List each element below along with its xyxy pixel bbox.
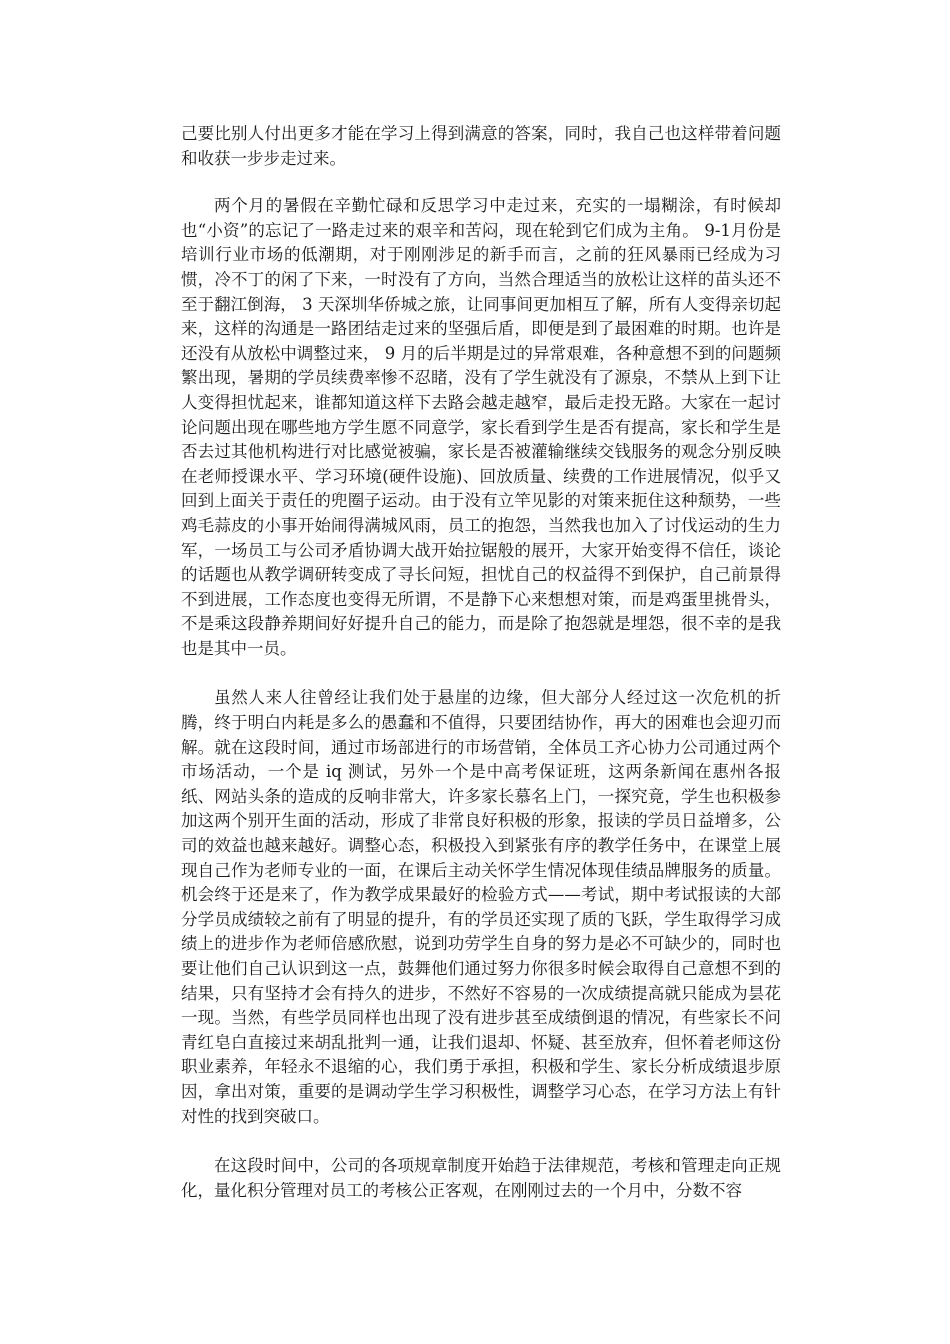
paragraph-summer-review: 两个月的暑假在辛勤忙碌和反思学习中走过来，充实的一塌糊涂，有时候却也“小资”的忘记了一路走过来的艰辛和苦闷，现在轮到它们成为主角。 9-1月份是培训行业市场的低潮期，对于刚刚涉足的新手而言，之前的狂风暴雨已经成为习惯，冷不丁的闲了下来，一时没有了方向，当然合理适当的放松让这样的苗头还不至于翻江倒海， 3 天深圳华侨城之旅，让同事间更加相互了解，所有人变得亲切起来，这样的沟通是一路团结走过来的坚强后盾，即便是到了最困难的时期。也许是还没有从放松中调整过来， 9 月的后半期是过的异常艰难，各种意想不到的问题频繁出现，暑期的学员续费率惨不忍睹，没有了学生就没有了源泉，不禁从上到下让人变得担忧起来，谁都知道这样下去路会越走越窄，最后走投无路。大家在一起讨论问题出现在哪些地方学生愿不同意学，家长看到学生是否有提高，家长和学生是否去过其他机构进行对比感觉被骗，家长是否被灌输继续交钱服务的观念分别反映在老师授课水平、学习环境(硬件设施)、回放质量、续费的工作进展情况，似乎又回到上面关于责任的兜圈子运动。由于没有立竿见影的对策来扼住这种颓势，一些鸡毛蒜皮的小事开始闹得满城风雨，员工的抱怨，当然我也加入了讨伐运动的生力军，一场员工与公司矛盾协调大战开始拉锯般的展开，大家开始变得不信任，谈论的话题也从教学调研转变成了寻长问短，担忧自己的权益得不到保护，自己前景得不到进展，工作态度也变得无所谓，不是静下心来想想对策，而是鸡蛋里挑骨头，不是乘这段静养期间好好提升自己的能力，而是除了抱怨就是埋怨，很不幸的是我也是其中一员。 xyxy=(181,196,781,658)
paragraph-continuation: 己要比别人付出更多才能在学习上得到满意的答案，同时，我自己也这样带着问题和收获一步步走过来。 xyxy=(181,124,781,168)
document-body xyxy=(181,122,781,1228)
paragraph-crisis-recovery: 虽然人来人往曾经让我们处于悬崖的边缘，但大部分人经过这一次危机的折腾，终于明白内耗是多么的愚蠢和不值得，只要团结协作，再大的困难也会迎刃而解。就在这段时间，通过市场部进行的市场营销，全体员工齐心协力公司通过两个市场活动，一个是 iq 测试，另外一个是中高考保证班，这两条新闻在惠州各报纸、网站头条的造成的反响非常大，许多家长慕名上门，一探究竟，学生也积极参加这两个别开生面的活动，形成了非常良好积极的形象，报读的学员日益增多，公司的效益也越来越好。调整心态，积极投入到紧张有序的教学任务中，在课堂上展现自己作为老师专业的一面，在课后主动关怀学生情况体现佳绩品牌服务的质量。机会终于还是来了，作为教学成果最好的检验方式——考试，期中考试报读的大部分学员成绩较之前有了明显的提升，有的学员还实现了质的飞跃，学生取得学习成绩上的进步作为老师倍感欣慰，说到功劳学生自身的努力是必不可缺少的，同时也要让他们自己认识到这一点，鼓舞他们通过努力你很多时候会取得自己意想不到的结果，只有坚持才会有持久的进步，不然好不容易的一次成绩提高就只能成为昙花一现。当然，有些学员同样也出现了没有进步甚至成绩倒退的情况，有些家长不问青红皂白直接过来胡乱批判一通，让我们退却、怀疑、甚至放弃，但怀着老师这份职业素养，年轻永不退缩的心，我们勇于承担，积极和学生、家长分析成绩退步原因，拿出对策，重要的是调动学生学习积极性，调整学习心态，在学习方法上有针对性的找到突破口。 xyxy=(181,688,781,1126)
paragraph-management-rules: 在这段时间中，公司的各项规章制度开始趋于法律规范，考核和管理走向正规化，量化积分管理对员工的考核公正客观，在刚刚过去的一个月中，分数不容 xyxy=(181,1156,781,1200)
